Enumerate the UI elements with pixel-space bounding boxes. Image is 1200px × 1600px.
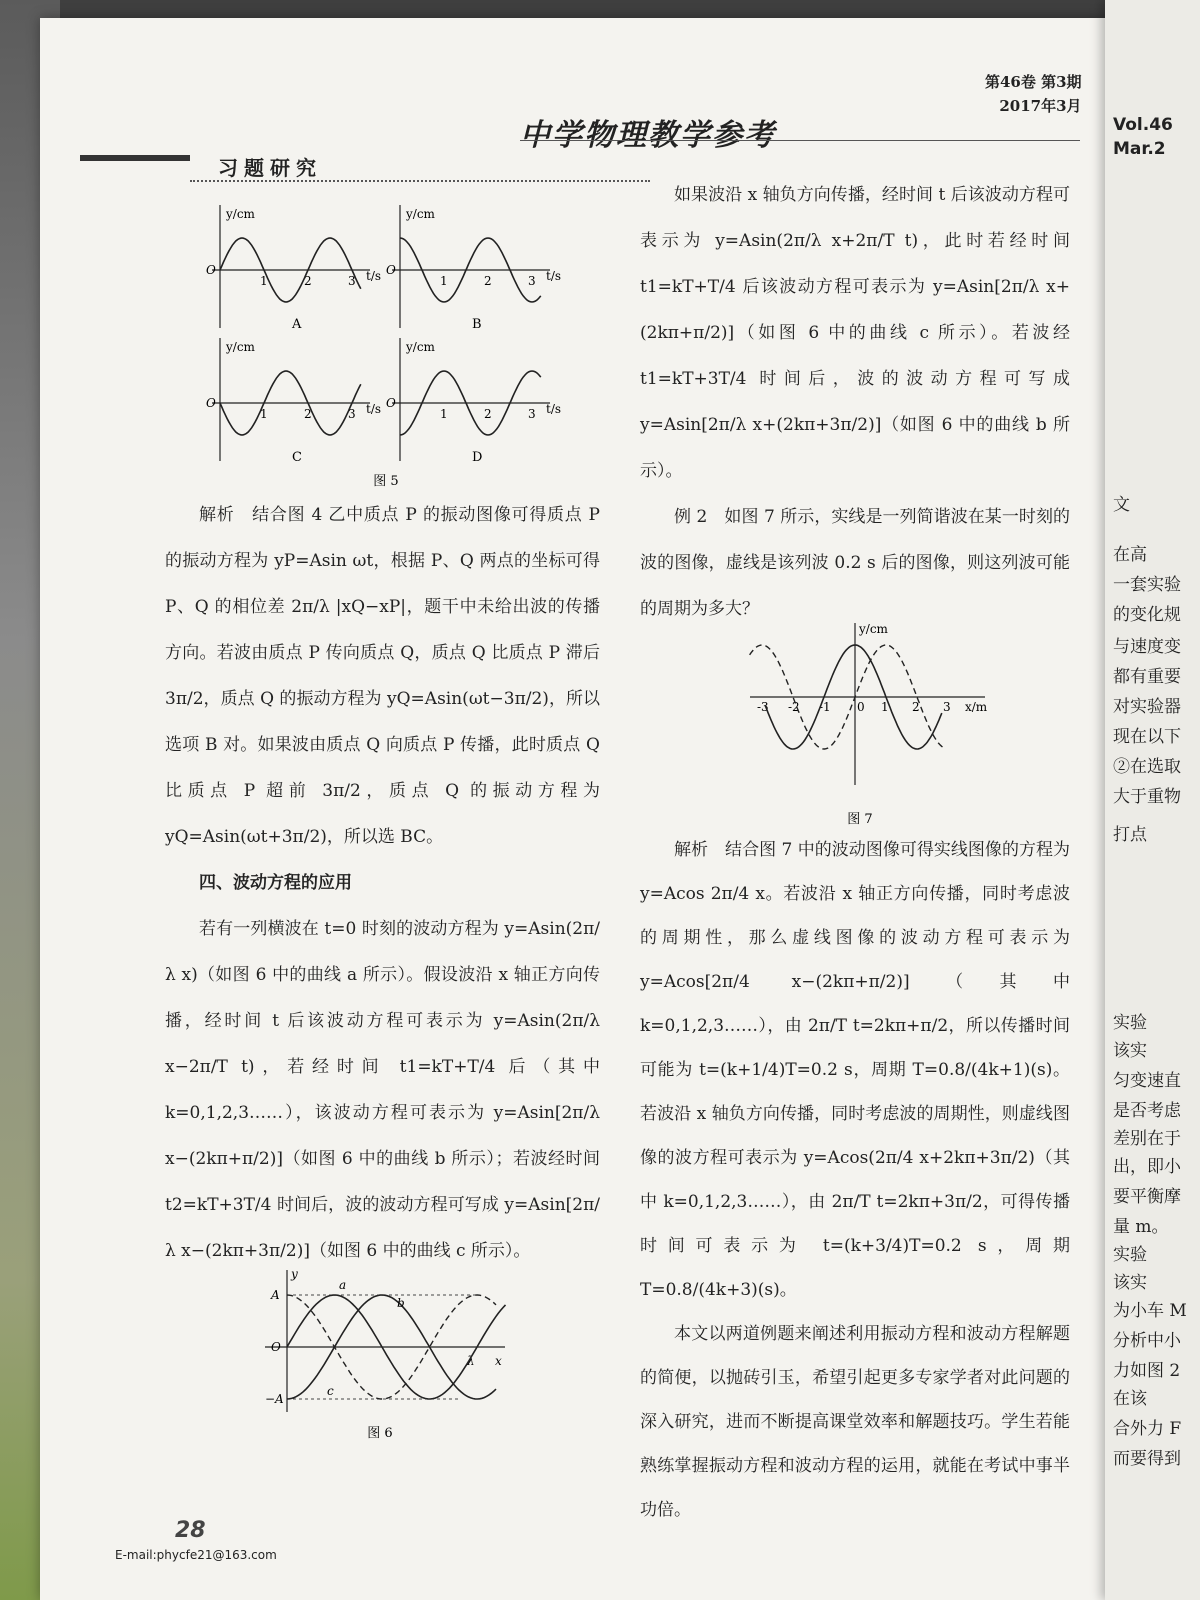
left-column [165, 492, 600, 1274]
panel-label: B [472, 317, 482, 332]
adjacent-text-line: 为小车 M [1113, 1301, 1187, 1321]
x-axis-label: x [495, 1354, 502, 1368]
adjacent-text-line: 大于重物 [1113, 787, 1181, 807]
section-title: 习题研究 [218, 156, 322, 180]
tick-label: 1 [260, 274, 268, 288]
y-axis-label: y/cm [406, 340, 435, 354]
adjacent-text-line: 该实 [1113, 1041, 1147, 1061]
section-divider [190, 180, 650, 182]
tick-label: 2 [304, 274, 312, 288]
tick-label: -3 [757, 700, 769, 714]
tick-label: 2 [912, 700, 920, 714]
tick-label: 3 [348, 407, 356, 421]
adjacent-text-line: 量 m。 [1113, 1217, 1169, 1237]
tick-label: 1 [260, 407, 268, 421]
figure-6-plot [265, 1267, 506, 1412]
adjacent-page [1105, 0, 1200, 1600]
figure-5 [200, 195, 580, 495]
x-axis-label: t/s [366, 269, 382, 283]
adjacent-text-line: 的变化规 [1113, 605, 1181, 625]
section-heading: 四、波动方程的应用 [199, 873, 352, 893]
tick-label: 2 [484, 274, 492, 288]
y-axis-label: y/cm [226, 207, 255, 221]
y-axis-label: y [291, 1267, 298, 1281]
wave-equation-paragraph: 若有一列横波在 t=0 时刻的波动方程为 y=Asin(2π/λ x)（如图 6 中的曲线 a 所示）。假设波沿 x 轴正方向传播，经时间 t 后该波动方程可表示为 y=Asin(2π/λ x−2π/T t)，若经时间 t1=kT+T/4 后（其中 k=0,1,2,3……），该波动方程可表示为 y=Asin[2π/λ x−(2kπ+π/2)]（如图 6 中的曲线 b 所示）；若波经时间 t2=kT+3T/4 时间后，波的波动方程可写成 y=Asin[2π/λ x−(2kπ+3π/2)]（如图 6 中的曲线 c 所示）。 [165, 919, 600, 1261]
tick-label: 3 [528, 274, 536, 288]
right-column [640, 172, 1070, 632]
figure-6 [255, 1262, 525, 1447]
figure-7-plot [750, 622, 988, 785]
adjacent-text-line: 差别在于 [1113, 1129, 1181, 1149]
curve-a-label: a [339, 1278, 347, 1292]
adjacent-text-line: 实验 [1113, 1245, 1147, 1265]
tick-label: 3 [528, 407, 536, 421]
curve-b-label: b [397, 1296, 405, 1310]
adjacent-text-line: 要平衡摩 [1113, 1187, 1181, 1207]
y-axis-label: y/cm [406, 207, 435, 221]
y-axis-label: y/cm [859, 622, 888, 636]
tick-label: 3 [348, 274, 356, 288]
right-column-lower [640, 828, 1070, 1532]
tick-label: -1 [819, 700, 831, 714]
origin-label: O [206, 396, 216, 410]
figure-7 [745, 615, 1005, 830]
panel-label: D [472, 450, 483, 465]
x-axis-label: t/s [546, 269, 562, 283]
figure-5-panels [206, 205, 561, 465]
tick-label: 1 [440, 407, 448, 421]
adjacent-text-line: 匀变速直 [1113, 1071, 1181, 1091]
volume: 第46卷 第3期 [985, 73, 1082, 91]
figure-5-caption: 图 5 [373, 474, 399, 489]
conclusion-paragraph: 本文以两道例题来阐述利用振动方程和波动方程解题的简便，以抛砖引玉，希望引起更多专家学者对此问题的深入研究，进而不断提高课堂效率和解题技巧。学生若能熟练掌握振动方程和波动方程的运用，就能在考试中事半功倍。 [640, 1324, 1070, 1520]
adjacent-text-line: 力如图 2 [1113, 1361, 1181, 1381]
origin-label: 0 [857, 700, 865, 714]
adjacent-text-line: 与速度变 [1113, 637, 1181, 657]
panel-label: A [292, 317, 302, 332]
adjacent-text-line: 在该 [1113, 1389, 1147, 1409]
adjacent-date: Mar.2 [1113, 139, 1166, 159]
adjacent-text-line: 该实 [1113, 1273, 1147, 1293]
x-axis-label: t/s [366, 402, 382, 416]
tick-label: 2 [304, 407, 312, 421]
adjacent-text-line: 打点 [1113, 825, 1147, 845]
adjacent-text-line: 都有重要 [1113, 667, 1181, 687]
email: E-mail:phycfe21@163.com [115, 1548, 277, 1562]
analysis-paragraph: 解析 结合图 4 乙中质点 P 的振动图像可得质点 P 的振动方程为 yP=Asin ωt，根据 P、Q 两点的坐标可得 P、Q 的相位差 2π/λ |xQ−xP|，题干中未给出波的传播方向。若波由质点 P 传向质点 Q，质点 Q 比质点 P 滞后 3π/2，质点 Q 的振动方程为 yQ=Asin(ωt−3π/2)，所以选项 B 对。如果波由质点 Q 向质点 P 传播，此时质点 Q 比质点 P 超前 3π/2，质点 Q 的振动方程为 yQ=Asin(ωt+3π/2)，所以选 BC。 [165, 505, 600, 847]
adjacent-text-line: 文 [1113, 495, 1130, 515]
tick-label: 3 [943, 700, 951, 714]
negative-direction-paragraph: 如果波沿 x 轴负方向传播，经时间 t 后该波动方程可表示为 y=Asin(2π/λ x+2π/T t)，此时若经时间 t1=kT+T/4 后该波动方程可表示为 y=Asin[2π/λ x+(2kπ+π/2)]（如图 6 中的曲线 c 所示）。若波经 t1=kT+3T/4 时间后，波的波动方程可写成 y=Asin[2π/λ x+(2kπ+3π/2)]（如图 6 中的曲线 b 所示）。 [640, 185, 1070, 481]
adjacent-vol: Vol.46 [1113, 115, 1173, 135]
curve-c-label: c [327, 1384, 334, 1398]
x-axis-label: x/m [965, 700, 988, 714]
amplitude-label: A [271, 1288, 280, 1302]
adjacent-text-line: 在高 [1113, 545, 1147, 565]
example-2: 例 2 如图 7 所示，实线是一列简谐波在某一时刻的波的图像，虚线是该列波 0.2 s 后的图像，则这列波可能的周期为多大？ [640, 507, 1070, 619]
tick-label: 1 [881, 700, 889, 714]
wavelength-label: λ [467, 1354, 475, 1368]
tick-label: 1 [440, 274, 448, 288]
tick-label: 2 [484, 407, 492, 421]
adjacent-text-line: 对实验器 [1113, 697, 1181, 717]
journal-title: 中学物理教学参考 [520, 118, 776, 153]
solution-paragraph: 解析 结合图 7 中的波动图像可得实线图像的方程为 y=Acos 2π/4 x。若波沿 x 轴正方向传播，同时考虑波的周期性，那么虚线图像的波动方程可表示为 y=Acos[2π/4 x−(2kπ+π/2)]（其中 k=0,1,2,3……），由 2π/T t=2kπ+π/2，所以传播时间可能为 t=(k+1/4)T=0.2 s，周期 T=0.8/(4k+1)(s)。若波沿 x 轴负方向传播，同时考虑波的周期性，则虚线图像的波方程可表示为 y=Acos(2π/4 x+2kπ+3π/2)（其中 k=0,1,2,3……），由 2π/T t=2kπ+3π/2，可得传播时间可表示为 t=(k+3/4)T=0.2 s，周期 T=0.8/(4k+3)(s)。 [640, 840, 1070, 1300]
origin-label: O [386, 396, 396, 410]
y-axis-label: y/cm [226, 340, 255, 354]
adjacent-text-line: 一套实验 [1113, 575, 1181, 595]
adjacent-text-line: 合外力 F [1113, 1419, 1182, 1439]
figure-7-caption: 图 7 [847, 812, 873, 827]
header-rule [520, 140, 1080, 141]
issue-info [985, 70, 1082, 118]
issue-date: 2017年3月 [999, 97, 1082, 115]
adjacent-text-line: 而要得到 [1113, 1449, 1181, 1469]
tick-label: -2 [788, 700, 800, 714]
section-bar [80, 155, 190, 161]
negative-amplitude-label: −A [265, 1392, 284, 1406]
panel-label: C [292, 450, 302, 465]
origin-label: O [206, 263, 216, 277]
origin-label: O [386, 263, 396, 277]
adjacent-text-line: 现在以下 [1113, 727, 1181, 747]
figure-6-caption: 图 6 [367, 1426, 393, 1441]
adjacent-text-line: 分析中小 [1113, 1331, 1181, 1351]
origin-label: O [271, 1340, 281, 1354]
adjacent-text-line: 出，即小 [1113, 1157, 1181, 1177]
adjacent-text-line: 是否考虑 [1113, 1101, 1181, 1121]
page-number: 28 [175, 1518, 206, 1543]
adjacent-text-line: 实验 [1113, 1013, 1147, 1033]
x-axis-label: t/s [546, 402, 562, 416]
adjacent-text-line: ②在选取 [1113, 757, 1181, 777]
